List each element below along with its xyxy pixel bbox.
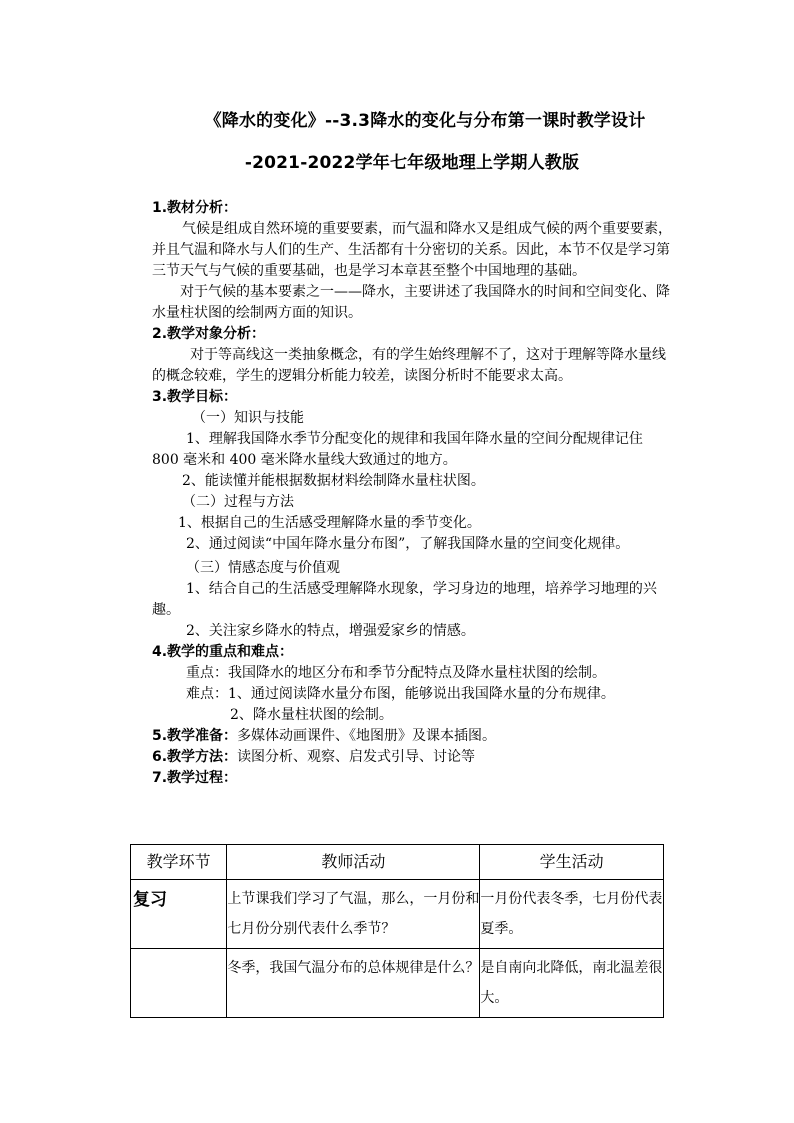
list-item: 1、根据自己的生活感受理解降水量的季节变化。 — [178, 515, 481, 531]
table-row — [131, 949, 664, 1018]
list-item: 1、理解我国降水季节分配变化的规律和我国年降水量的空间分配规律记住 800 毫米和 400 毫米降水量线大致通过的地方。 — [152, 431, 643, 468]
document-title-line-2: -2021-2022学年七年级地理上学期人教版 — [244, 153, 580, 173]
section-heading-3: 3.教学目标： — [152, 389, 238, 405]
section-5 — [152, 726, 674, 747]
difficult-point-1: 难点：1、通过阅读降水量分布图，能够说出我国降水量的分布规律。 — [186, 686, 615, 702]
section-heading-6: 6.教学方法： — [152, 749, 238, 765]
paragraph: 气候是组成自然环境的重要要素，而气温和降水又是组成气候的两个重要要素，并且气温和降水与人们的生产、生活都有十分密切的关系。因此，本节不仅是学习第三节天气与气候的重要基础，也是学习本章甚至整个中国地理的基础。 — [152, 221, 672, 279]
teacher-activity-cell: 上节课我们学习了气温，那么，一月份和七月份分别代表什么季节？ — [227, 880, 480, 949]
section-heading-5: 5.教学准备： — [152, 728, 238, 744]
list-item: 1、结合自己的生活感受理解降水现象，学习身边的地理，培养学习地理的兴趣。 — [152, 581, 657, 618]
document-body — [152, 198, 674, 789]
table-header-row — [131, 845, 664, 880]
section-heading-1: 1.教材分析： — [152, 200, 238, 216]
section-heading-2: 2.教学对象分析： — [152, 326, 266, 342]
student-activity-cell: 一月份代表冬季，七月份代表夏季。 — [480, 880, 664, 949]
subsection-heading: （一）知识与技能 — [192, 410, 304, 426]
document-title-line-1: 《降水的变化》--3.3降水的变化与分布第一课时教学设计 — [204, 111, 646, 131]
key-point: 重点：我国降水的地区分布和季节分配特点及降水量柱状图的绘制。 — [186, 665, 606, 681]
paragraph: 对于等高线这一类抽象概念，有的学生始终理解不了，这对于理解等降水量线的概念较难，学生的逻辑分析能力较差，读图分析时不能要求太高。 — [152, 347, 666, 384]
paragraph: 对于气候的基本要素之一——降水，主要讲述了我国降水的时间和空间变化、降水量柱状图的绘制两方面的知识。 — [152, 284, 670, 321]
section-heading-4: 4.教学的重点和难点： — [152, 644, 294, 660]
section-5-text: 多媒体动画课件、《地图册》及课本插图。 — [237, 728, 497, 744]
section-heading-7: 7.教学过程： — [152, 770, 238, 786]
difficult-point-2: 2、降水量柱状图的绘制。 — [230, 707, 393, 723]
column-header-teacher: 教师活动 — [227, 845, 480, 880]
student-activity-cell: 是自南向北降低，南北温差很大。 — [480, 949, 664, 1018]
teacher-activity-cell: 冬季，我国气温分布的总体规律是什么？ — [227, 949, 480, 1018]
stage-cell — [131, 949, 227, 1018]
stage-cell: 复习 — [131, 880, 227, 949]
section-6 — [152, 747, 674, 768]
column-header-stage: 教学环节 — [131, 845, 227, 880]
section-6-text: 读图分析、观察、启发式引导、讨论等 — [237, 749, 476, 765]
list-item: 2、能读懂并能根据数据材料绘制降水量柱状图。 — [182, 473, 485, 489]
list-item: 2、通过阅读“中国年降水量分布图”，了解我国降水量的空间变化规律。 — [186, 536, 630, 552]
subsection-heading: （二）过程与方法 — [182, 494, 294, 510]
list-item: 2、关注家乡降水的特点，增强爱家乡的情感。 — [186, 623, 475, 639]
column-header-student: 学生活动 — [480, 845, 664, 880]
subsection-heading: （三）情感态度与价值观 — [186, 560, 340, 576]
table-row — [131, 880, 664, 949]
teaching-process-table — [130, 844, 664, 1018]
